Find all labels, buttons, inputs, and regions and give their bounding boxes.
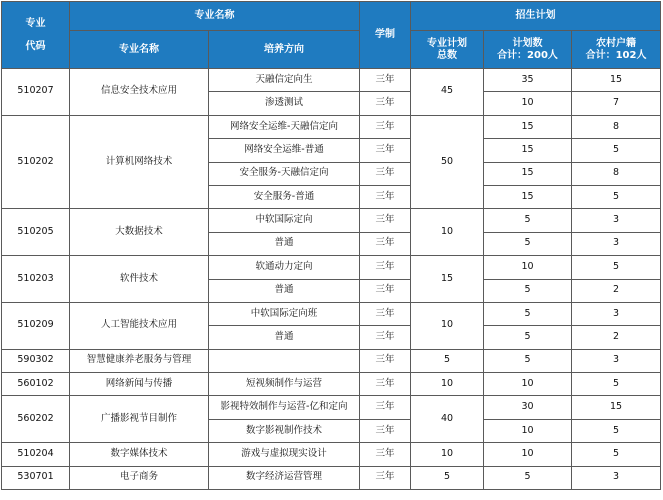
plan-count-cell: 5 [484,302,572,325]
plan-count-cell: 15 [484,162,572,185]
duration-cell: 三年 [360,256,411,279]
rural-count-cell: 3 [572,232,661,255]
direction-cell: 影视特效制作与运营-亿和定向 [209,396,360,419]
rural-count-cell: 5 [572,419,661,442]
direction-cell: 天融信定向生 [209,69,360,92]
table-row [2,443,661,466]
table-row [2,466,661,489]
header-major-code: 专业 代码 [2,2,70,69]
plan-count-cell: 30 [484,396,572,419]
major-code-cell: 510203 [2,256,70,303]
major-name-cell: 数字媒体技术 [70,443,209,466]
duration-cell: 三年 [360,209,411,232]
rural-count-cell: 3 [572,302,661,325]
major-total-cell: 5 [411,466,484,489]
major-name-cell: 软件技术 [70,256,209,303]
plan-count-cell: 10 [484,373,572,396]
major-code-cell: 510202 [2,115,70,209]
duration-cell: 三年 [360,185,411,208]
major-total-cell: 10 [411,209,484,256]
major-name-cell: 信息安全技术应用 [70,69,209,116]
header-plan-group: 招生计划 [411,2,661,31]
direction-cell: 软通动力定向 [209,256,360,279]
plan-count-cell: 10 [484,419,572,442]
table-row [2,373,661,396]
plan-count-cell: 35 [484,69,572,92]
duration-cell: 三年 [360,302,411,325]
enrollment-plan-table [1,1,661,490]
major-name-cell: 人工智能技术应用 [70,302,209,349]
plan-count-cell: 15 [484,115,572,138]
rural-count-cell: 3 [572,349,661,372]
major-code-cell: 510207 [2,69,70,116]
rural-count-cell: 15 [572,396,661,419]
plan-count-cell: 10 [484,443,572,466]
major-total-cell: 10 [411,302,484,349]
duration-cell: 三年 [360,349,411,372]
rural-count-cell: 3 [572,209,661,232]
major-total-cell: 5 [411,349,484,372]
major-total-cell: 40 [411,396,484,443]
plan-count-cell: 5 [484,209,572,232]
plan-count-cell: 5 [484,232,572,255]
duration-cell: 三年 [360,373,411,396]
header-major-name: 专业名称 [70,31,209,69]
header-major-group: 专业名称 [70,2,360,31]
table-row [2,396,661,419]
direction-cell: 普通 [209,279,360,302]
direction-cell: 安全服务-天融信定向 [209,162,360,185]
table-row [2,349,661,372]
direction-cell: 渗透测试 [209,92,360,115]
rural-count-cell: 5 [572,373,661,396]
header-duration: 学制 [360,2,411,69]
major-code-cell: 510205 [2,209,70,256]
major-code-cell: 510209 [2,302,70,349]
duration-cell: 三年 [360,419,411,442]
plan-count-cell: 5 [484,466,572,489]
direction-cell: 短视频制作与运营 [209,373,360,396]
rural-count-cell: 3 [572,466,661,489]
major-name-cell: 大数据技术 [70,209,209,256]
major-code-cell: 510204 [2,443,70,466]
major-code-cell: 530701 [2,466,70,489]
rural-count-cell: 5 [572,139,661,162]
header-plan-count: 计划数 合计：200人 [484,31,572,69]
table-row [2,256,661,279]
duration-cell: 三年 [360,326,411,349]
plan-count-cell: 15 [484,139,572,162]
major-name-cell: 广播影视节目制作 [70,396,209,443]
table-row [2,209,661,232]
rural-count-cell: 8 [572,115,661,138]
rural-count-cell: 2 [572,279,661,302]
duration-cell: 三年 [360,443,411,466]
direction-cell: 普通 [209,326,360,349]
major-total-cell: 50 [411,115,484,209]
duration-cell: 三年 [360,69,411,92]
plan-count-cell: 5 [484,349,572,372]
rural-count-cell: 5 [572,256,661,279]
duration-cell: 三年 [360,92,411,115]
major-name-cell: 计算机网络技术 [70,115,209,209]
major-name-cell: 网络新闻与传播 [70,373,209,396]
plan-count-cell: 5 [484,279,572,302]
direction-cell: 网络安全运维-普通 [209,139,360,162]
direction-cell: 网络安全运维-天融信定向 [209,115,360,138]
direction-cell [209,349,360,372]
table-row [2,69,661,92]
direction-cell: 普通 [209,232,360,255]
table-header [2,2,661,69]
direction-cell: 游戏与虚拟现实设计 [209,443,360,466]
major-code-cell: 560102 [2,373,70,396]
duration-cell: 三年 [360,115,411,138]
direction-cell: 安全服务-普通 [209,185,360,208]
major-name-cell: 电子商务 [70,466,209,489]
plan-count-cell: 5 [484,326,572,349]
plan-count-cell: 15 [484,185,572,208]
major-code-cell: 590302 [2,349,70,372]
direction-cell: 数字经济运营管理 [209,466,360,489]
duration-cell: 三年 [360,396,411,419]
direction-cell: 数字影视制作技术 [209,419,360,442]
duration-cell: 三年 [360,279,411,302]
major-total-cell: 10 [411,443,484,466]
duration-cell: 三年 [360,232,411,255]
header-rural-count: 农村户籍 合计：102人 [572,31,661,69]
major-total-cell: 15 [411,256,484,303]
table-row [2,115,661,138]
rural-count-cell: 15 [572,69,661,92]
rural-count-cell: 8 [572,162,661,185]
rural-count-cell: 2 [572,326,661,349]
major-total-cell: 45 [411,69,484,116]
table-body [2,69,661,490]
duration-cell: 三年 [360,139,411,162]
duration-cell: 三年 [360,466,411,489]
rural-count-cell: 5 [572,443,661,466]
rural-count-cell: 7 [572,92,661,115]
direction-cell: 中软国际定向班 [209,302,360,325]
major-total-cell: 10 [411,373,484,396]
duration-cell: 三年 [360,162,411,185]
major-code-cell: 560202 [2,396,70,443]
plan-count-cell: 10 [484,256,572,279]
header-direction: 培养方向 [209,31,360,69]
plan-count-cell: 10 [484,92,572,115]
direction-cell: 中软国际定向 [209,209,360,232]
header-total: 专业计划 总数 [411,31,484,69]
rural-count-cell: 5 [572,185,661,208]
table-row [2,302,661,325]
major-name-cell: 智慧健康养老服务与管理 [70,349,209,372]
